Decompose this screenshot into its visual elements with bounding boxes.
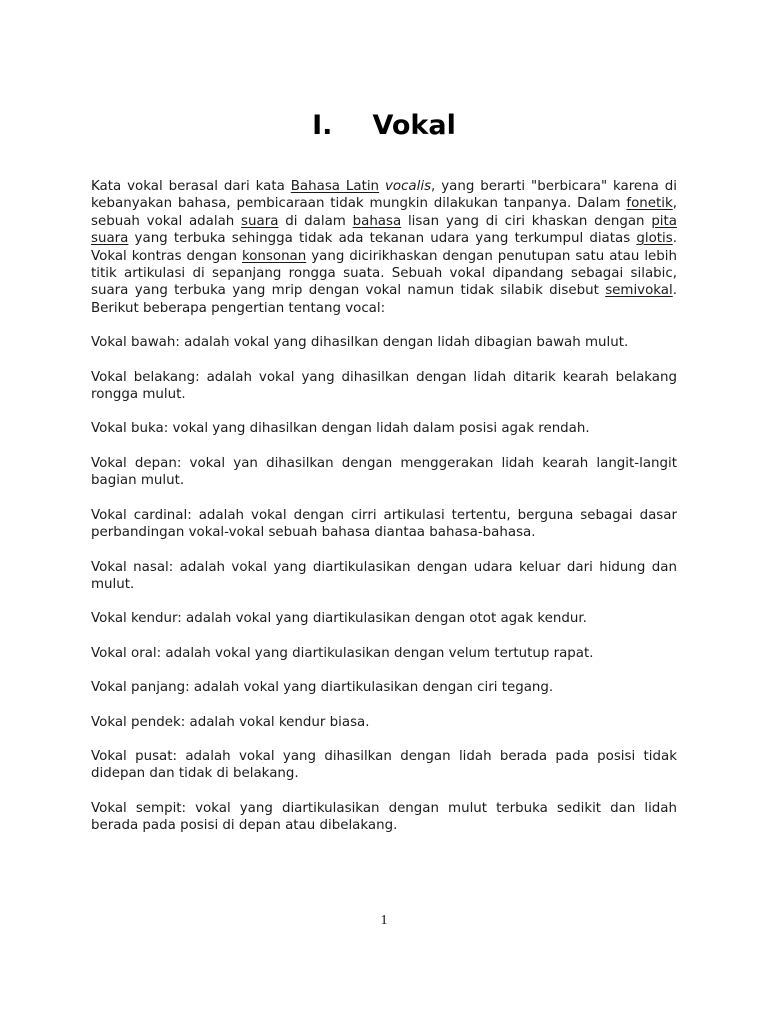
intro-text: , sebuah vokal adalah — [91, 196, 677, 229]
intro-paragraph — [91, 178, 677, 317]
link-suara[interactable]: suara — [241, 213, 279, 229]
link-bahasa-latin[interactable]: Bahasa Latin — [290, 179, 380, 194]
section-title: Vokal — [372, 110, 456, 142]
definition-vokal-kendur: Vokal kendur: adalah vokal yang diartikulasikan dengan otot agak kendur. — [91, 611, 587, 627]
definition-vokal-oral: Vokal oral: adalah vokal yang diartikulasikan dengan velum tertutup rapat. — [91, 645, 594, 661]
intro-text: , yang berarti "berbicara" karena di kebanyakan bahasa, pembicaraan tidak mungkin dilakukan tanpanya. Dalam — [91, 179, 677, 212]
intro-text: . Berikut beberapa pengertian tentang vocal: — [91, 283, 677, 316]
intro-text: . Vokal kontras dengan — [91, 231, 677, 264]
definition-vokal-nasal: Vokal nasal: adalah vokal yang diartikulasikan dengan udara keluar dari hidung dan mulut. — [91, 559, 677, 592]
definition-vokal-panjang: Vokal panjang: adalah vokal yang diartikulasikan dengan ciri tegang. — [91, 680, 554, 696]
intro-text: Kata vokal berasal dari kata — [91, 179, 291, 194]
page-number: 1 — [380, 913, 388, 928]
definition-vokal-pendek: Vokal pendek: adalah vokal kendur biasa. — [91, 714, 370, 730]
link-glotis[interactable]: glotis — [636, 231, 673, 247]
intro-text: lisan yang di ciri khaskan dengan — [401, 213, 652, 229]
definition-vokal-belakang: Vokal belakang: adalah vokal yang dihasilkan dengan lidah ditarik kearah belakang rongga mulut. — [91, 369, 677, 403]
definition-vokal-buka: Vokal buka: vokal yang dihasilkan dengan lidah dalam posisi agak rendah. — [91, 421, 590, 437]
definition-vokal-pusat: Vokal pusat: adalah vokal yang dihasilkan dengan lidah berada pada posisi tidak didepan dan tidak di belakang. — [91, 748, 677, 782]
definition-vokal-cardinal: Vokal cardinal: adalah vokal dengan cirri artikulasi tertentu, berguna sebagai dasar perbandingan vokal-vokal sebuah bahasa diantaa bahasa-bahasa. — [91, 507, 677, 541]
intro-text: yang dicirikhaskan dengan penutupan satu atau lebih titik artikulasi di sepanjang rongga suata. Sebuah vokal dipandang sebagai silabic, suara yang terbuka yang mrip dengan vokal namun tidak silabik disebut — [91, 248, 677, 299]
link-konsonan[interactable]: konsonan — [241, 248, 307, 264]
link-fonetik[interactable]: fonetik — [626, 196, 673, 212]
link-bahasa[interactable]: bahasa — [352, 213, 402, 229]
term-vocalis: vocalis — [384, 179, 432, 194]
document-body — [91, 178, 677, 852]
intro-text: di dalam — [278, 213, 353, 229]
definition-vokal-bawah: Vokal bawah: adalah vokal yang dihasilkan dengan lidah dibagian bawah mulut. — [91, 335, 629, 351]
definition-vokal-sempit: Vokal sempit: vokal yang diartikulasikan dengan mulut terbuka sedikit dan lidah berada pada posisi di depan atau dibelakang. — [91, 800, 677, 834]
section-heading — [0, 106, 768, 146]
link-semivokal[interactable]: semivokal — [605, 283, 673, 299]
definition-vokal-depan: Vokal depan: vokal yan dihasilkan dengan menggerakan lidah kearah langit-langit bagian mulut. — [91, 455, 677, 489]
section-number: I. — [312, 110, 333, 142]
intro-text: yang terbuka sehingga tidak ada tekanan udara yang terkumpul diatas — [128, 231, 637, 247]
link-pita-suara[interactable]: pita suara — [91, 213, 677, 247]
